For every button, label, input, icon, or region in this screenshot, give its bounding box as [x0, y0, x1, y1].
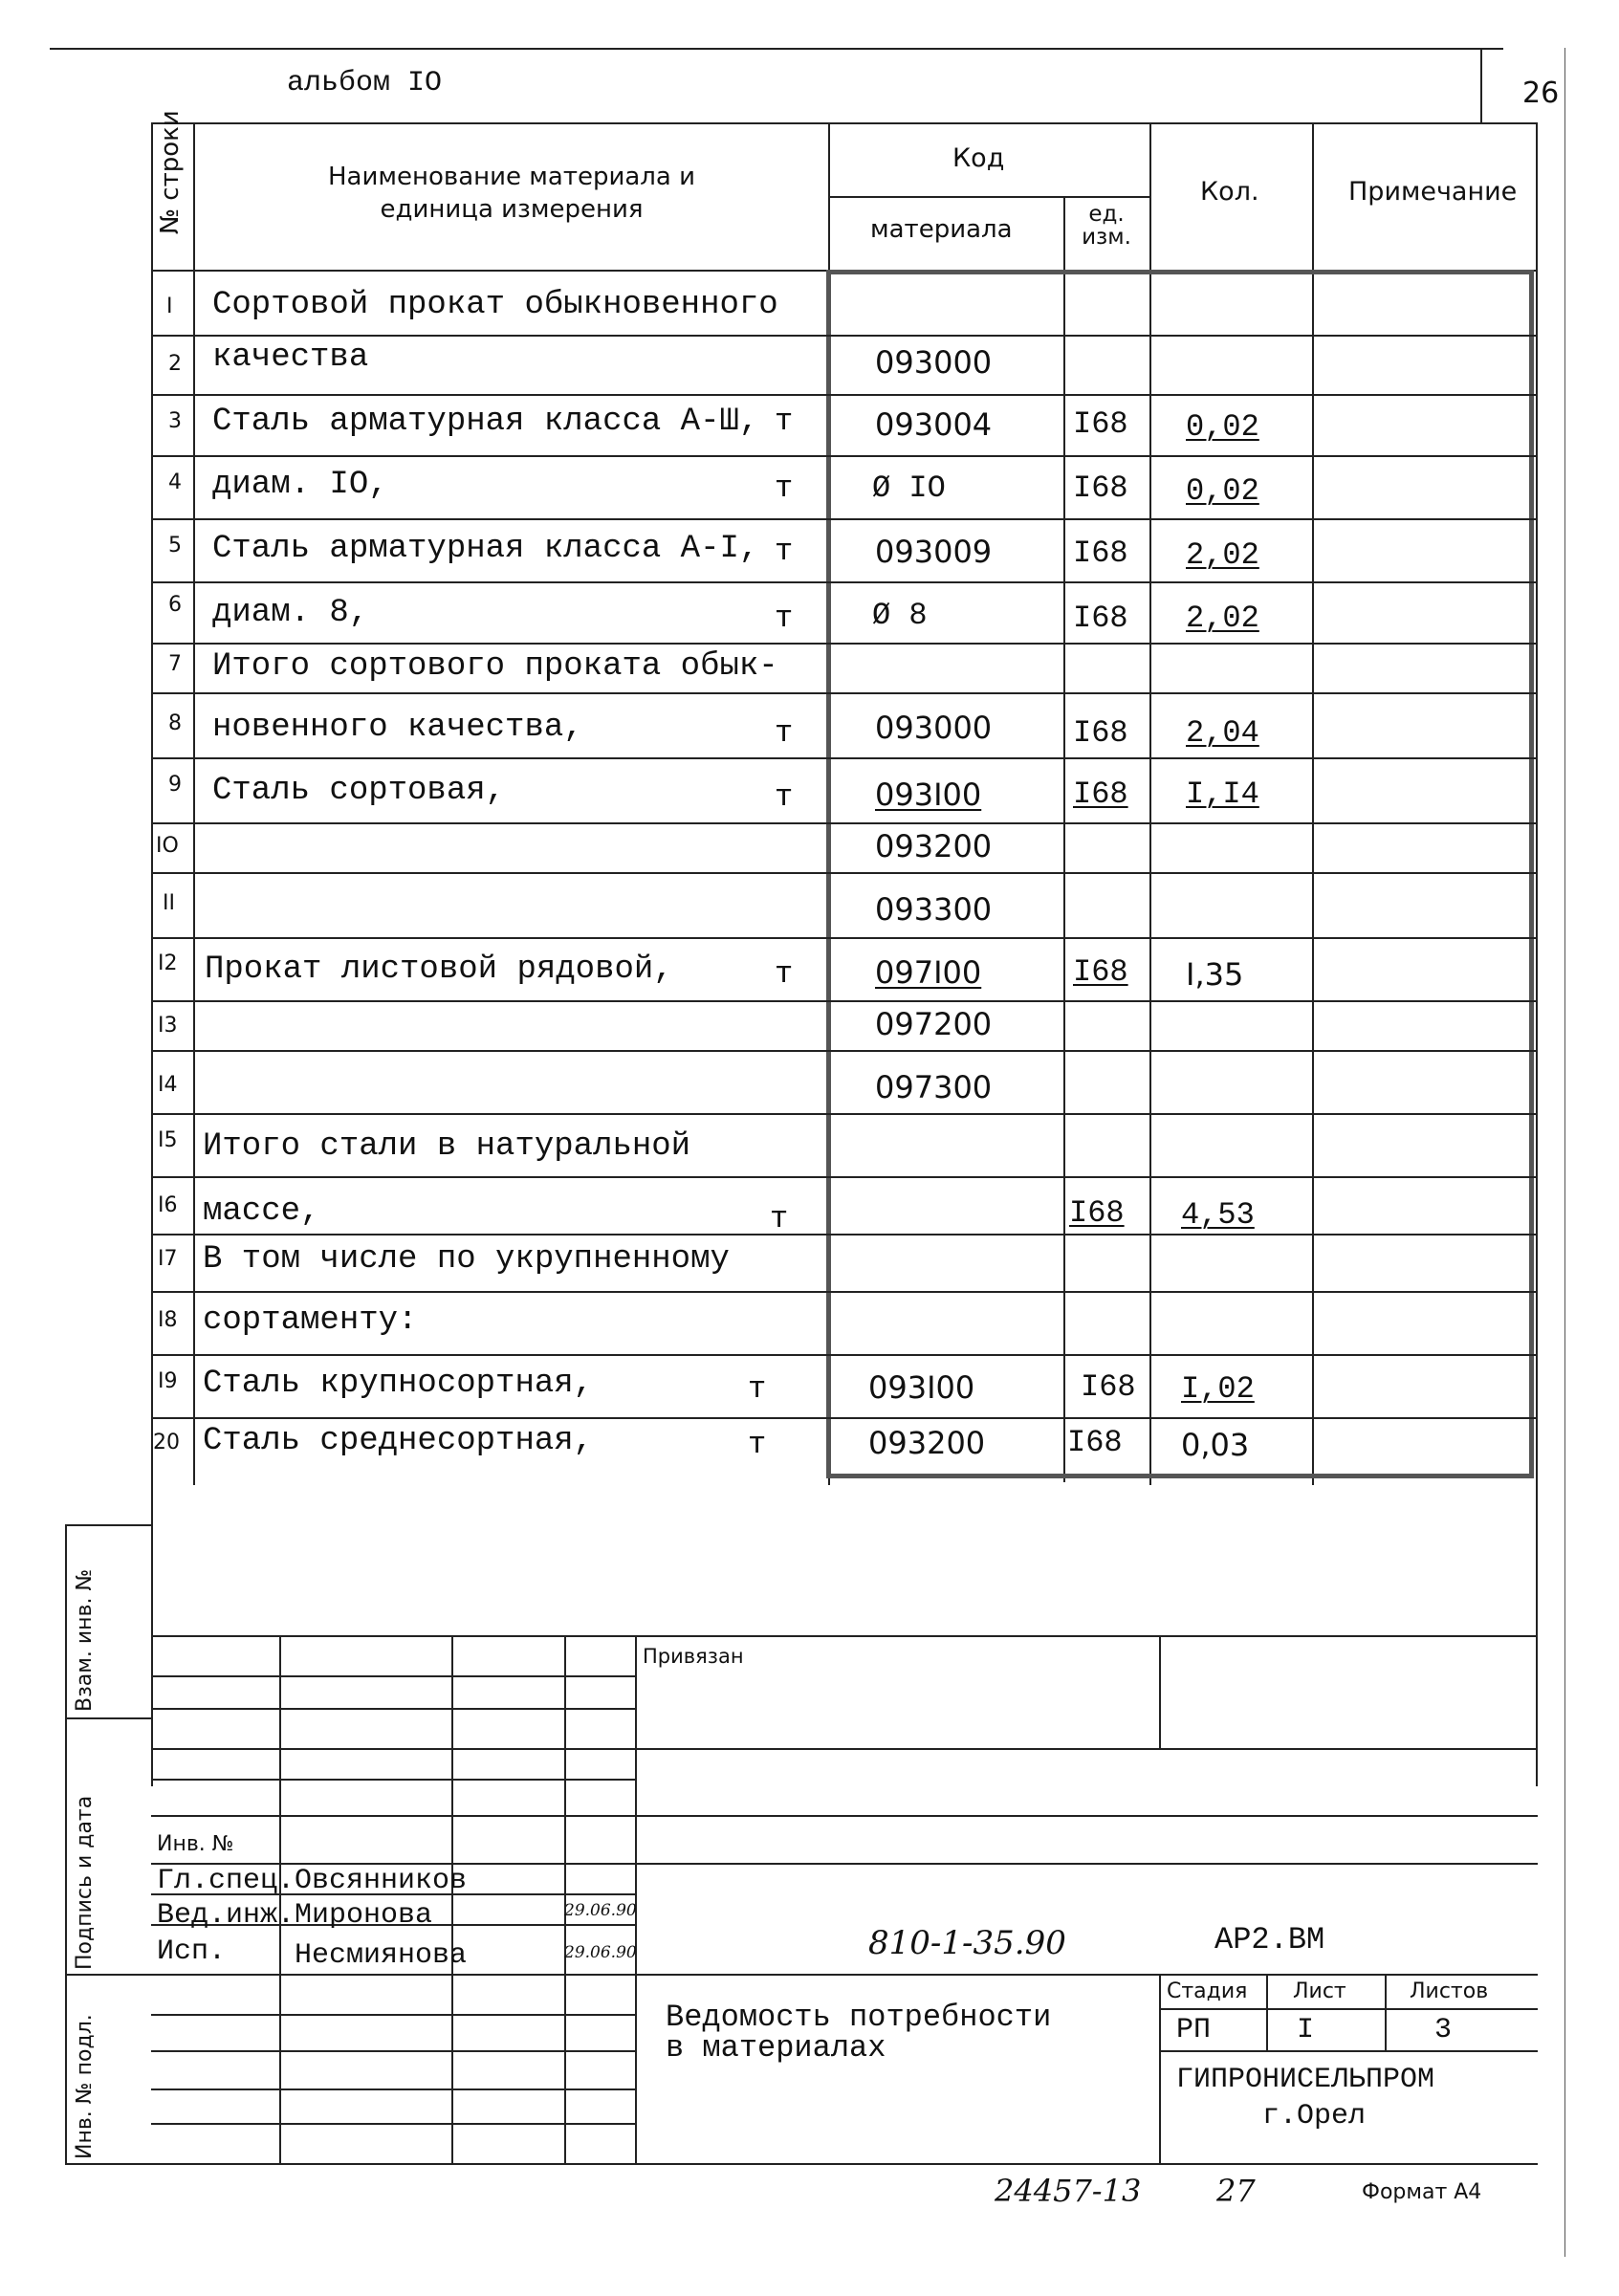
sheet-label: Лист [1293, 1979, 1346, 2003]
stage-label: Стадия [1167, 1979, 1248, 2003]
row-name: Сортовой прокат обыкновенного [212, 287, 778, 323]
stage-value: РП [1176, 2014, 1212, 2046]
row-number: I3 [158, 1014, 178, 1038]
row-unit: I68 [1067, 1425, 1123, 1460]
row-name: массе, [203, 1193, 320, 1230]
organization-city: г.Орел [1262, 2100, 1367, 2132]
sheets-value: 3 [1434, 2014, 1453, 2046]
row-number: 5 [168, 534, 182, 558]
row-name: Итого стали в натуральной [203, 1128, 691, 1165]
row-t: т [775, 601, 794, 636]
row-name: диам. IO, [212, 467, 388, 503]
row-number: IO [156, 834, 179, 858]
row-qty: 0,02 [1186, 409, 1259, 445]
row-code: 093I00 [868, 1369, 975, 1406]
inv-no-label: Инв. № [157, 1832, 234, 1856]
column-header-qty: Кол. [1200, 177, 1259, 207]
row-qty: 2,04 [1186, 715, 1259, 751]
row-code: 093300 [875, 891, 993, 928]
row-unit: I68 [1073, 406, 1128, 442]
row-unit: I68 [1073, 715, 1128, 751]
document-title: Ведомость потребности в материалах [666, 2000, 1052, 2066]
row-t: т [775, 534, 794, 569]
row-t: т [775, 404, 794, 439]
row-code: 093I00 [875, 776, 982, 813]
row-t: т [748, 1371, 767, 1407]
sheets-label: Листов [1410, 1979, 1489, 2003]
row-name: сортаменту: [203, 1302, 418, 1339]
row-qty: 2,02 [1186, 601, 1259, 636]
row-number: 8 [168, 711, 182, 735]
sheet-code: АР2.ВМ [1214, 1922, 1325, 1957]
row-number: I6 [158, 1193, 178, 1217]
row-name: В том числе по укрупненному [203, 1241, 730, 1278]
row-name: Сталь крупносортная, [203, 1366, 594, 1402]
column-header-note: Примечание [1348, 177, 1518, 207]
footer-page: 27 [1216, 2173, 1256, 2209]
sheet-value: I [1297, 2014, 1315, 2046]
row-name: диам. 8, [212, 595, 369, 631]
row-code: 097200 [875, 1006, 993, 1042]
row-t: т [775, 470, 794, 506]
row-qty: 0,02 [1186, 473, 1259, 509]
row-name: Сталь арматурная класса А-I, [212, 531, 759, 567]
row-t: т [770, 1201, 789, 1236]
row-code: 093200 [868, 1425, 986, 1461]
row-qty: I,I4 [1186, 776, 1259, 812]
row-name: Итого сортового проката обык- [212, 648, 778, 685]
row-unit: I68 [1073, 776, 1128, 812]
row-number: I9 [158, 1369, 178, 1393]
row-code: 097300 [875, 1069, 993, 1105]
side-label-vzam: Взам. инв. № [73, 1568, 97, 1712]
row-number: 4 [168, 470, 182, 494]
side-label-inv-podl: Инв. № подл. [73, 2014, 97, 2159]
row-qty: I,02 [1181, 1371, 1255, 1407]
row-name: новенного качества, [212, 710, 583, 746]
row-t: т [775, 715, 794, 751]
signer-name-2: Миронова [295, 1899, 433, 1932]
row-name: Сталь сортовая, [212, 773, 506, 809]
row-code: Ø IO [872, 470, 946, 506]
row-name: качества [212, 339, 369, 376]
row-qty: I,35 [1186, 956, 1244, 993]
column-header-row-no: № строки [156, 110, 185, 234]
column-header-code: Код [952, 143, 1005, 173]
page-number: 26 [1522, 77, 1560, 110]
row-number: I [166, 295, 173, 318]
row-unit: I68 [1073, 601, 1128, 636]
row-number: 7 [168, 652, 182, 676]
row-name: Сталь среднесортная, [203, 1423, 594, 1459]
row-number: I8 [158, 1308, 178, 1332]
row-qty: 0,03 [1181, 1427, 1250, 1463]
row-unit: I68 [1081, 1369, 1136, 1405]
signer-name-1: Овсянников [295, 1865, 468, 1897]
row-code: 093004 [875, 406, 993, 443]
row-code: 093009 [875, 534, 993, 570]
row-number: 9 [168, 773, 182, 797]
row-t: т [748, 1427, 767, 1462]
row-unit: I68 [1073, 470, 1128, 506]
row-number: 6 [168, 593, 182, 617]
column-header-material: материала [870, 215, 1013, 244]
row-number: II [163, 891, 175, 915]
organization-name: ГИПРОНИСЕЛЬПРОМ [1176, 2064, 1435, 2096]
row-code: 093000 [875, 710, 993, 746]
role-ved-inzh: Вед.инж. [157, 1899, 295, 1932]
side-label-podpis: Подпись и дата [73, 1795, 97, 1970]
paper-format: Формат А4 [1362, 2180, 1482, 2204]
row-qty: 4,53 [1181, 1197, 1255, 1233]
row-number: I7 [158, 1247, 178, 1271]
row-number: 20 [153, 1431, 180, 1454]
row-number: I4 [158, 1073, 178, 1097]
row-name: Сталь арматурная класса А-Ш, [212, 404, 759, 440]
row-unit: I68 [1073, 536, 1128, 571]
row-number: I2 [158, 951, 178, 975]
footer-number: 24457-13 [995, 2173, 1142, 2209]
row-qty: 2,02 [1186, 537, 1259, 573]
row-unit: I68 [1073, 954, 1128, 990]
row-name: Прокат листовой рядовой, [205, 951, 673, 988]
privyazan-label: Привязан [643, 1645, 744, 1668]
row-number: 2 [168, 352, 182, 376]
role-gl-spec: Гл.спец. [157, 1865, 295, 1897]
project-code: 810-1-35.90 [868, 1924, 1066, 1962]
column-header-unit: ед. изм. [1082, 202, 1131, 250]
signature-date-2: 29.06.90 [564, 1901, 637, 1920]
album-label: альбом IO [287, 67, 443, 99]
column-header-name: Наименование материала и единица измерения [327, 163, 696, 224]
row-code: 097I00 [875, 954, 982, 991]
signature-date-3: 29.06.90 [564, 1943, 637, 1962]
row-number: I5 [158, 1128, 178, 1152]
signer-name-3: Несмиянова [295, 1939, 468, 1972]
row-code: 093200 [875, 828, 993, 864]
row-code: 093000 [875, 344, 993, 381]
row-code: Ø 8 [872, 598, 928, 633]
row-t: т [775, 956, 794, 992]
row-t: т [775, 779, 794, 815]
row-unit: I68 [1069, 1195, 1125, 1231]
row-number: 3 [168, 409, 182, 433]
role-isp: Исп. [157, 1935, 227, 1968]
